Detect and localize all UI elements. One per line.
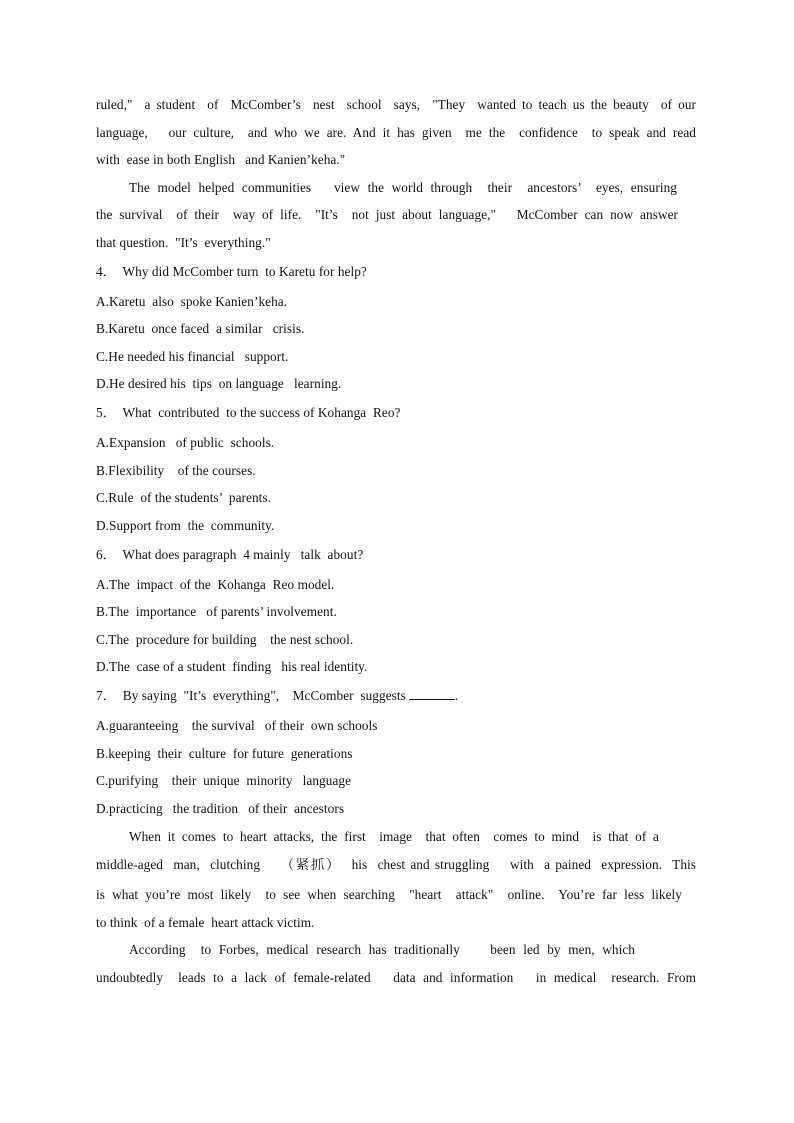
passage-line: ruled," a student of McComber’s nest school says, "They wanted to teach us the beauty of our	[96, 97, 696, 112]
question-option: D.practicing the tradition of their ancestors	[96, 801, 345, 816]
question-stem: 4． Why did McComber turn to Karetu for help?	[96, 264, 367, 279]
question-option: B.Flexibility of the courses.	[96, 463, 256, 478]
question-option: B.The importance of parents’ involvement.	[96, 604, 337, 619]
question-option: A.Karetu also spoke Kanien’keha.	[96, 294, 288, 309]
passage-line: language, our culture, and who we are. And it has given me the confidence to speak and read	[96, 125, 696, 140]
question-option: D.The case of a student finding his real identity.	[96, 659, 368, 674]
question-option: B.Karetu once faced a similar crisis.	[96, 321, 305, 336]
question-option: C.Rule of the students’ parents.	[96, 490, 272, 505]
passage-line: According to Forbes, medical research has traditionally been led by men, which	[129, 942, 635, 957]
question-option: A.The impact of the Kohanga Reo model.	[96, 577, 335, 592]
passage-line: is what you’re most likely to see when searching "heart attack" online. You’re far less likely	[96, 887, 682, 902]
question-option: D.He desired his tips on language learning.	[96, 376, 342, 391]
answer-blank	[409, 687, 455, 700]
passage-line: middle-aged man, clutching （紧抓） his chest and struggling with a pained expression. This	[96, 857, 696, 872]
passage-line: that question. "It’s everything."	[96, 235, 271, 250]
question-stem-text: 7． By saying "It’s everything", McComber suggests	[96, 688, 406, 703]
passage-line: the survival of their way of life. "It’s not just about language," McComber can now answer	[96, 207, 678, 222]
passage-line: to think of a female heart attack victim.	[96, 915, 315, 930]
question-option: A.Expansion of public schools.	[96, 435, 275, 450]
question-stem-end: .	[454, 688, 459, 703]
question-stem	[96, 687, 458, 705]
passage-line: The model helped communities view the world through their ancestors’ eyes, ensuring	[129, 180, 677, 195]
question-stem: 6． What does paragraph 4 mainly talk about?	[96, 547, 364, 562]
question-option: A.guaranteeing the survival of their own schools	[96, 718, 378, 733]
question-option: B.keeping their culture for future generations	[96, 746, 353, 761]
question-option: C.The procedure for building the nest school.	[96, 632, 354, 647]
passage-line: When it comes to heart attacks, the first image that often comes to mind is that of a	[129, 829, 659, 844]
question-option: C.He needed his financial support.	[96, 349, 289, 364]
question-option: D.Support from the community.	[96, 518, 275, 533]
passage-line: with ease in both English and Kanien’keha."	[96, 152, 346, 167]
question-stem: 5． What contributed to the success of Kohanga Reo?	[96, 405, 401, 420]
passage-line: undoubtedly leads to a lack of female-related data and information in medical research. From	[96, 970, 696, 985]
question-option: C.purifying their unique minority language	[96, 773, 352, 788]
